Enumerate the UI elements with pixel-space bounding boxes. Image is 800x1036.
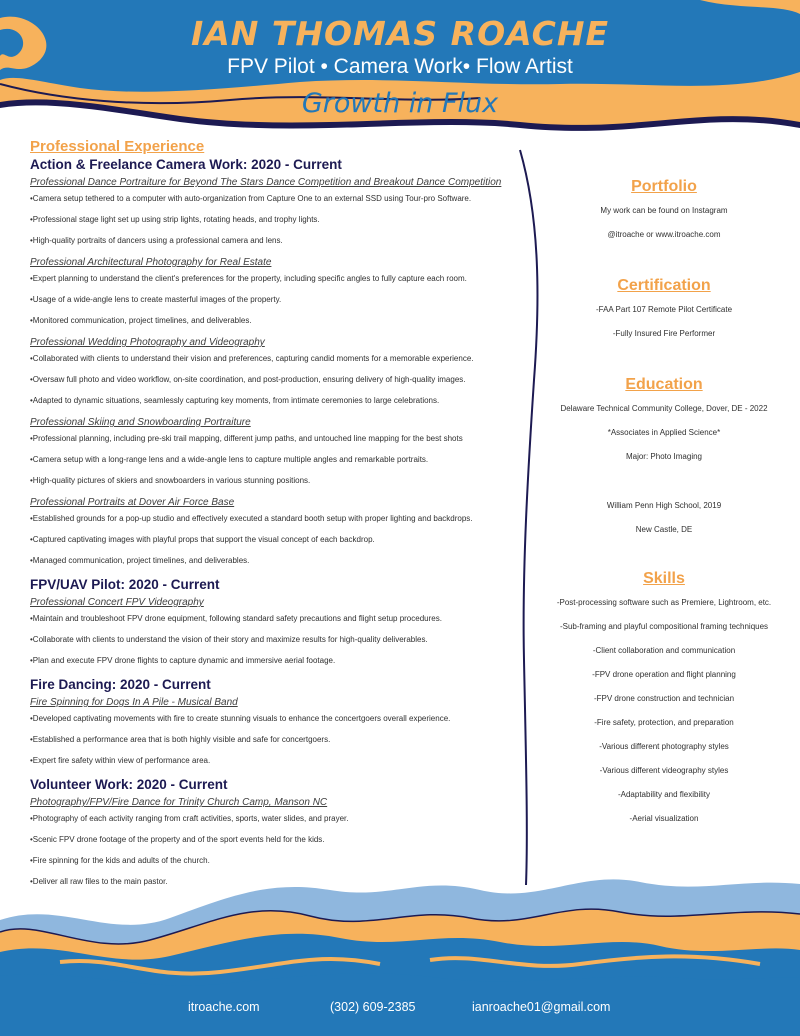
- phone-number[interactable]: (302) 609-2385: [330, 1000, 416, 1014]
- certification-heading: Certification: [617, 277, 711, 294]
- project-title: Professional Dance Portraiture for Beyond The Stars Dance Competition and Breakout Dance Competition: [30, 177, 502, 188]
- portfolio-line: My work can be found on Instagram: [600, 206, 728, 215]
- bullet: •Professional stage light set up using strip lights, rotating heads, and trophy lights.: [30, 215, 320, 224]
- project-title: Professional Portraits at Dover Air Force Base: [30, 497, 235, 508]
- job-title: Fire Dancing: 2020 - Current: [30, 677, 211, 692]
- job-title: Volunteer Work: 2020 - Current: [30, 777, 228, 792]
- portfolio-section: [536, 178, 792, 239]
- job-title: FPV/UAV Pilot: 2020 - Current: [30, 577, 220, 592]
- tagline: FPV Pilot • Camera Work• Flow Artist: [227, 55, 573, 78]
- bullet: •High-quality portraits of dancers using a professional camera and lens.: [30, 236, 283, 245]
- skill-item: -Adaptability and flexibility: [617, 790, 711, 799]
- bullet: •Collaborate with clients to understand the vision of their story and maximize results for high-quality deliverables.: [30, 635, 428, 644]
- skill-item: -Fire safety, protection, and preparation: [594, 718, 734, 727]
- bullet: •Camera setup tethered to a computer with auto-organization from Capture One to an external SSD using Tour-pro Software.: [30, 194, 472, 203]
- skill-item: -FPV drone construction and technician: [593, 694, 735, 703]
- bullet: •Developed captivating movements with fire to create stunning visuals to enhance the concertgoers overall experience.: [30, 714, 451, 723]
- bullet: •High-quality pictures of skiers and snowboarders in various stunning positions.: [30, 476, 311, 485]
- project-title: Professional Skiing and Snowboarding Portraiture: [30, 417, 251, 428]
- skill-item: -Client collaboration and communication: [592, 646, 736, 655]
- experience-section: [30, 138, 510, 898]
- education-line: New Castle, DE: [635, 525, 693, 534]
- bullet: •Expert planning to understand the client's preferences for the property, including specific angles to fully capture each room.: [30, 274, 467, 283]
- skill-item: -Aerial visualization: [629, 814, 699, 823]
- skill-item: -Sub-framing and playful compositional framing techniques: [559, 622, 769, 631]
- bullet: •Established a performance area that is both highly visible and safe for concertgoers.: [30, 735, 331, 744]
- bullet: •Established grounds for a pop-up studio and effectively executed a standard booth setup with proper lighting and backdrops.: [30, 514, 473, 523]
- job-title: Action & Freelance Camera Work: 2020 - Current: [30, 157, 342, 172]
- certification-section: [536, 277, 792, 338]
- portfolio-heading: Portfolio: [631, 178, 697, 195]
- bullet: •Collaborated with clients to understand their vision and preferences, capturing candid moments for a memorable experience.: [30, 354, 474, 363]
- education-line: Major: Photo Imaging: [625, 452, 703, 461]
- email-link[interactable]: ianroache01@gmail.com: [472, 1000, 611, 1014]
- bullet: •Fire spinning for the kids and adults of the church.: [30, 856, 210, 865]
- experience-heading: Professional Experience: [30, 138, 205, 155]
- bullet: •Maintain and troubleshoot FPV drone equipment, following standard safety precautions and flight setup procedures.: [30, 614, 442, 623]
- skills-heading: Skills: [643, 570, 685, 587]
- skills-section: [536, 570, 792, 823]
- skill-item: -Post-processing software such as Premiere, Lightroom, etc.: [556, 598, 772, 607]
- bullet: •Professional planning, including pre-ski trail mapping, different jump paths, and untouched line mapping for the best shots: [30, 434, 463, 443]
- bullet: •Monitored communication, project timelines, and deliverables.: [30, 316, 252, 325]
- bullet: •Expert fire safety within view of performance area.: [30, 756, 211, 765]
- certification-line: -FAA Part 107 Remote Pilot Certificate: [595, 305, 733, 314]
- skill-item: -Various different videography styles: [599, 766, 729, 775]
- project-title: Fire Spinning for Dogs In A Pile - Musical Band: [30, 697, 238, 708]
- bullet: •Usage of a wide-angle lens to create masterful images of the property.: [30, 295, 282, 304]
- website-link[interactable]: itroache.com: [188, 1000, 260, 1014]
- motto: Growth in Flux: [301, 88, 499, 119]
- skill-item: -FPV drone operation and flight planning: [592, 670, 736, 679]
- education-line: Delaware Technical Community College, Dover, DE - 2022: [560, 404, 768, 413]
- education-line: *Associates in Applied Science*: [607, 428, 721, 437]
- bullet: •Deliver all raw files to the main pastor.: [30, 877, 168, 886]
- project-title: Professional Wedding Photography and Videography: [30, 337, 265, 348]
- bullet: •Captured captivating images with playful props that support the visual concept of each backdrop.: [30, 535, 375, 544]
- bullet: •Scenic FPV drone footage of the property and of the sport events held for the kids.: [30, 835, 325, 844]
- education-section: [536, 376, 792, 534]
- portfolio-line: @itroache or www.itroache.com: [607, 230, 721, 239]
- bullet: •Camera setup with a long-range lens and a wide-angle lens to capture multiple angles and remarkable portraits.: [30, 455, 429, 464]
- skill-item: -Various different photography styles: [599, 742, 729, 751]
- project-title: Professional Concert FPV Videography: [30, 597, 204, 608]
- person-name: IAN THOMAS ROACHE: [190, 14, 610, 53]
- bullet: •Adapted to dynamic situations, seamlessly capturing key moments, from intimate ceremonies to large celebrations.: [30, 396, 440, 405]
- project-title: Photography/FPV/Fire Dance for Trinity Church Camp, Manson NC: [30, 797, 328, 808]
- sidebar-column: [536, 178, 792, 838]
- certification-line: -Fully Insured Fire Performer: [612, 329, 716, 338]
- bullet: •Oversaw full photo and video workflow, on-site coordination, and post-production, ensuring delivery of high-quality images.: [30, 375, 466, 384]
- education-line: William Penn High School, 2019: [606, 501, 722, 510]
- bullet: •Managed communication, project timelines, and deliverables.: [30, 556, 250, 565]
- education-spacer: [536, 476, 792, 486]
- project-title: Professional Architectural Photography for Real Estate: [30, 257, 272, 268]
- bullet: •Plan and execute FPV drone flights to capture dynamic and immersive aerial footage.: [30, 656, 336, 665]
- bullet: •Photography of each activity ranging from craft activities, sports, water slides, and prayer.: [30, 814, 349, 823]
- education-heading: Education: [625, 376, 703, 393]
